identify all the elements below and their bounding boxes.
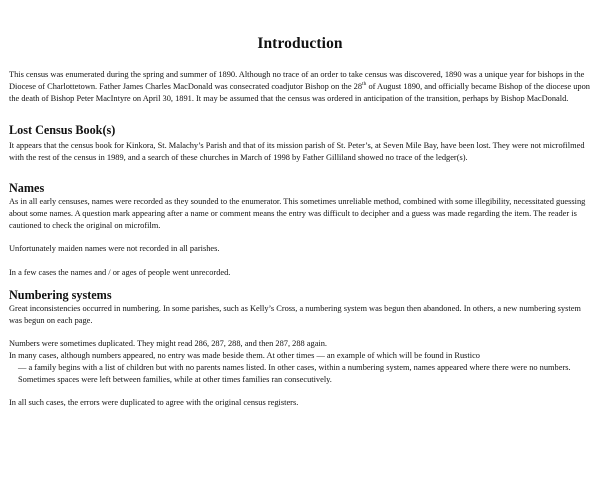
page-title: Introduction [257, 35, 343, 52]
numbering-paragraph-3-continued: — a family begins with a list of children but with no parents names listed. In other cases, within a numbering system, names appeared where there were no numbers. Sometimes spaces were left between families, while at other times families ran consecutively. [18, 363, 571, 384]
intro-paragraph: This census was enumerated during the spring and summer of 1890. Although no trace of an order to take census was discovered, 1890 was a unique year for bishops in the Diocese of Charlottetown. Father James Charles MacDonald was consecrated coadjutor Bishop on the 28th of August 1890, and officially became Bishop of the diocese upon the death of Bishop Peter MacIntyre on April 30, 1891. It may be assumed that the census was ordered in anticipation of the transition, perhaps by Bishop MacDonald. [9, 70, 590, 103]
numbering-heading: Numbering systems [9, 288, 112, 302]
names-paragraph-2: Unfortunately maiden names were not recorded in all parishes. [9, 244, 220, 253]
names-paragraph-1: As in all early censuses, names were recorded as they sounded to the enumerator. This sometimes unreliable method, combined with some illegibility, necessitated guessing about some names. A question mark appearing after a name or comment means the entry was difficult to decipher and a guess was made regarding the item. The reader is cautioned to check the original on microfilm. [9, 197, 586, 230]
names-heading: Names [9, 181, 45, 195]
names-section [9, 182, 591, 279]
names-paragraph-3: In a few cases the names and / or ages of people went unrecorded. [9, 268, 231, 277]
lost-census-section [9, 124, 591, 164]
numbering-paragraph-2: Numbers were sometimes duplicated. They might read 286, 287, 288, and then 287, 288 again. [9, 339, 328, 348]
numbering-section [9, 289, 591, 409]
numbering-paragraph-1: Great inconsistencies occurred in numbering. In some parishes, such as Kelly’s Cross, a numbering system was begun then abandoned. In others, a new numbering system was begun on each page. [9, 304, 581, 325]
lost-census-paragraph: It appears that the census book for Kinkora, St. Malachy’s Parish and that of its mission parish of St. Peter’s, at Seven Mile Bay, have been lost. They were not microfilmed with the rest of the census in 1989, and a search of these churches in March of 1998 by Father Gilliland showed no trace of the ledger(s). [9, 141, 585, 162]
lost-census-heading: Lost Census Book(s) [9, 123, 116, 137]
numbering-paragraph-3: In many cases, although numbers appeared, no entry was made beside them. At other times — an example of which will be found in Rustico [9, 351, 480, 360]
numbering-paragraph-4: In all such cases, the errors were duplicated to agree with the original census registers. [9, 398, 299, 407]
